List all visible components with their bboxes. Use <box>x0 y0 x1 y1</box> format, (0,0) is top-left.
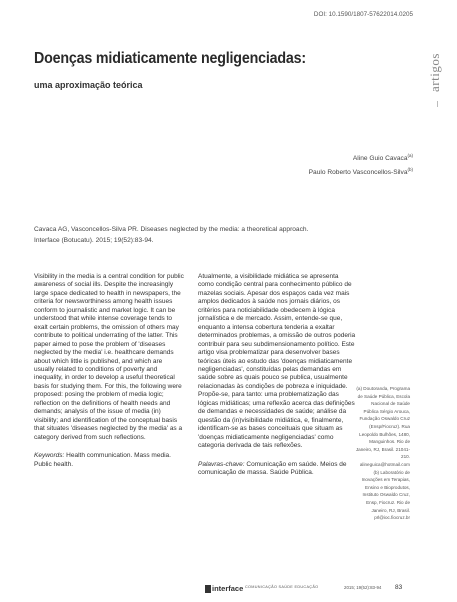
author-mark: (a) <box>407 153 413 158</box>
abstract-body: Visibility in the media is a central condition for public awareness of social ills. Despite the increasingly large space dedicated to health in newspapers, the criteria for newsworthiness among health issues conform to journalistic and market logic. It can be understood that while intense coverage tends to exalt certain problems, the omission of others may contribute to political underrating of the latter. This paper aimed to pose the problem of 'diseases neglected by the media' i.e. healthcare demands about which little is published, and which are usually related to conditions of poverty and inequality, in order to develop a useful theoretical basis for studying them. For this, the following were proposed: posing the problem of media logic; reflection on the definitions of health needs and demands; analysis of the issue of media (in) visibility; and identification of the conceptual basis that situates 'diseases neglected by the media' as a category derived from such reflections. <box>34 273 184 441</box>
citation: Cavaca AG, Vasconcellos-Silva PR. Diseases neglected by the media: a theoretical approach. Interface (Botucatu). 2015; 19(52):83-94. <box>34 226 309 244</box>
author-name: Aline Guio Cavaca <box>352 155 408 163</box>
page-number: 83 <box>395 584 403 591</box>
affiliations <box>355 385 410 522</box>
logo-text: interface <box>212 584 244 593</box>
keywords-label: Palavras-chave: <box>198 460 245 468</box>
affiliation: (b) Laboratório de Inovações em Terapias, Ensino e Bioprodutos, Instituto Oswaldo Cruz, Ensp, Fiocruz. Rio de Janeiro, RJ, Brasil. prl@ioc.fiocruz.br <box>361 469 410 521</box>
keywords-label: Keywords: <box>34 452 65 460</box>
keywords <box>198 461 356 478</box>
author <box>213 164 413 178</box>
abstract-english <box>34 273 184 469</box>
journal-tagline: COMUNICAÇÃO SAÚDE EDUCAÇÃO <box>245 585 319 589</box>
abstract-body: Atualmente, a visibilidade midiática se apresenta como condição central para conhecimento público de mazelas sociais. Apesar dos espaços cada vez mais amplos dedicados à saúde nos jornais diários, os critérios para noticiabilidade obedecem à lógica jornalística e de mercado. Assim, entende-se que, enquanto a intensa cobertura tenderia a exaltar determinados problemas, a omissão de outros poderia contribuir para seu subdimensionamento político. Este artigo visa problematizar para desenvolver bases teóricas úteis ao estudo das 'doenças midiaticamente negligenciadas', constituídas pelas demandas em saúde sobre as quais pouco se publica, usualmente relacionadas às condições de pobreza e iniquidade. Propõe-se, para tanto: uma problematização das lógicas midiáticas; uma reflexão acerca das definições de demandas e necessidades de saúde; análise da questão da (in)visibilidade midiática, e, finalmente, identificam-se as bases conceituais que situam as 'doenças midiaticamente negligenciadas' como categoria derivada de tais reflexões. <box>198 273 356 450</box>
footer-citation: 2015; 19(52):83-94 <box>344 585 382 590</box>
article-title: Doenças midiaticamente negligenciadas: <box>34 50 306 67</box>
keywords-text: Comunicação em saúde. Meios de comunicação de massa. Saúde Pública. <box>198 460 347 476</box>
abstract-portuguese <box>198 273 356 477</box>
article-subtitle: uma aproximação teórica <box>34 80 143 90</box>
page-footer <box>0 584 457 596</box>
author-name: Paulo Roberto Vasconcellos-Silva <box>308 169 408 177</box>
author-list <box>213 150 413 178</box>
section-divider <box>437 101 438 107</box>
doi: DOI: 10.1590/1807-57622014.0205 <box>313 11 413 18</box>
author <box>213 150 413 164</box>
journal-logo <box>205 584 243 593</box>
keywords-text: Health communication. Mass media. Public health. <box>34 452 171 468</box>
section-label: artigos <box>427 53 442 93</box>
affiliation: (a) Doutoranda, Programa de Saúde Pública, Escola Nacional de Saúde Pública Sérgio Arouca, Fundação Oswaldo Cruz (Ensp/Fiocruz). Rua Leopoldo Bulhões, 1480, Manguinhos. Rio de Janeiro, RJ, Brasil. 21041-210. alineguica@hotmail.com <box>355 386 410 467</box>
logo-icon <box>205 585 211 593</box>
keywords <box>34 452 184 469</box>
author-mark: (b) <box>407 167 413 173</box>
